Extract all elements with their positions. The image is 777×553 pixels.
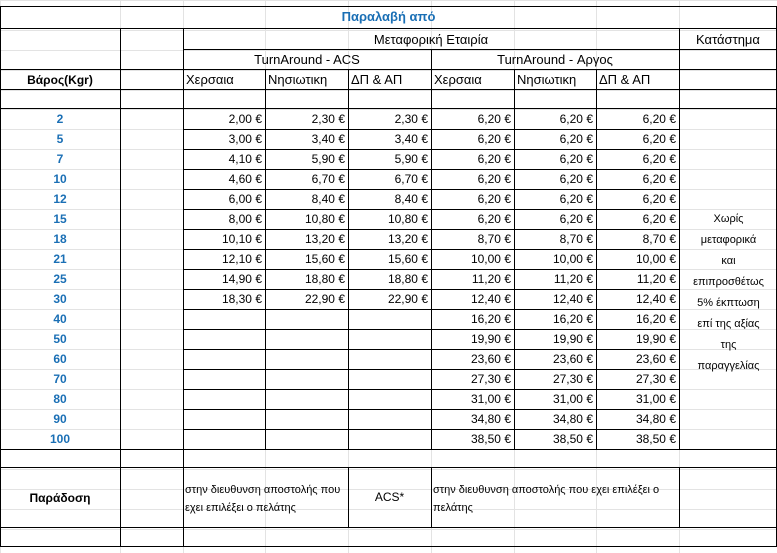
acs-price-cell[interactable]: 13,20 € bbox=[387, 232, 428, 246]
acs-island-header[interactable]: Νησιωτικη bbox=[268, 72, 328, 87]
argos-price-cell[interactable]: 6,20 € bbox=[642, 212, 676, 226]
argos-price-cell[interactable]: 12,40 € bbox=[470, 292, 511, 306]
store-note-line: μεταφορικά bbox=[700, 234, 757, 246]
argos-price-cell[interactable]: 10,00 € bbox=[470, 252, 511, 266]
group-acs-header[interactable]: TurnAround - ACS bbox=[254, 52, 360, 67]
argos-price-cell[interactable]: 6,20 € bbox=[559, 212, 593, 226]
acs-price-cell[interactable] bbox=[348, 409, 431, 429]
argos-land-header[interactable]: Χερσαια bbox=[434, 72, 482, 87]
acs-price-cell[interactable]: 3,40 € bbox=[311, 132, 345, 146]
weight-cell[interactable]: 15 bbox=[53, 212, 67, 226]
acs-price-cell[interactable] bbox=[265, 409, 348, 429]
acs-price-cell[interactable]: 3,00 € bbox=[228, 132, 262, 146]
argos-price-cell[interactable]: 23,60 € bbox=[635, 352, 676, 366]
argos-price-cell[interactable]: 6,20 € bbox=[642, 172, 676, 186]
argos-price-cell[interactable]: 6,20 € bbox=[477, 132, 511, 146]
argos-price-cell[interactable]: 19,90 € bbox=[635, 332, 676, 346]
weight-cell[interactable]: 40 bbox=[53, 312, 67, 326]
acs-price-cell[interactable]: 22,90 € bbox=[387, 292, 428, 306]
sheet-title[interactable]: Παραλαβή από bbox=[341, 9, 436, 24]
weight-cell[interactable]: 10 bbox=[53, 172, 67, 186]
weight-cell[interactable]: 18 bbox=[53, 232, 67, 246]
acs-price-cell[interactable] bbox=[348, 429, 431, 449]
acs-price-cell[interactable] bbox=[265, 369, 348, 389]
argos-price-cell[interactable]: 6,20 € bbox=[477, 112, 511, 126]
acs-price-cell[interactable] bbox=[183, 409, 265, 429]
acs-price-cell[interactable] bbox=[183, 369, 265, 389]
acs-price-cell[interactable] bbox=[265, 389, 348, 409]
store-note-line: 5% έκπτωση bbox=[697, 297, 760, 309]
argos-price-cell[interactable]: 11,20 € bbox=[553, 272, 593, 286]
acs-price-cell[interactable] bbox=[348, 389, 431, 409]
acs-price-cell[interactable] bbox=[265, 429, 348, 449]
argos-price-cell[interactable]: 38,50 € bbox=[552, 432, 593, 446]
acs-price-cell[interactable]: 8,40 € bbox=[311, 192, 345, 206]
argos-price-cell[interactable]: 34,80 € bbox=[552, 412, 593, 426]
acs-price-cell[interactable]: 15,60 € bbox=[387, 252, 428, 266]
acs-price-cell[interactable] bbox=[183, 329, 265, 349]
group-argos-header[interactable]: TurnAround - Αργος bbox=[497, 52, 613, 67]
argos-island-header[interactable]: Νησιωτικη bbox=[517, 72, 577, 87]
argos-price-cell[interactable]: 10,00 € bbox=[552, 252, 593, 266]
argos-price-cell[interactable]: 6,20 € bbox=[559, 172, 593, 186]
weight-cell[interactable]: 2 bbox=[56, 112, 64, 126]
weight-cell[interactable]: 12 bbox=[53, 192, 67, 206]
weight-cell[interactable]: 50 bbox=[53, 332, 67, 346]
acs-price-cell[interactable] bbox=[183, 389, 265, 409]
weight-cell[interactable]: 60 bbox=[53, 352, 67, 366]
argos-price-cell[interactable]: 6,20 € bbox=[642, 192, 676, 206]
argos-price-cell[interactable]: 6,20 € bbox=[559, 152, 593, 166]
acs-price-cell[interactable]: 22,90 € bbox=[304, 292, 345, 306]
acs-dpap-header[interactable]: ΔΠ & ΑΠ bbox=[351, 72, 403, 87]
weight-cell[interactable]: 25 bbox=[53, 272, 67, 286]
argos-price-cell[interactable]: 38,50 € bbox=[470, 432, 511, 446]
argos-price-cell[interactable]: 27,30 € bbox=[470, 372, 511, 386]
store-note[interactable] bbox=[680, 209, 777, 377]
acs-price-cell[interactable] bbox=[348, 309, 431, 329]
argos-price-cell[interactable]: 8,70 € bbox=[477, 232, 511, 246]
acs-price-cell[interactable]: 6,70 € bbox=[311, 172, 345, 186]
acs-price-cell[interactable] bbox=[183, 349, 265, 369]
argos-price-cell[interactable]: 27,30 € bbox=[635, 372, 676, 386]
acs-price-cell[interactable]: 15,60 € bbox=[304, 252, 345, 266]
acs-price-cell[interactable] bbox=[265, 309, 348, 329]
store-note-line: και bbox=[721, 255, 736, 267]
argos-price-cell[interactable]: 6,20 € bbox=[477, 172, 511, 186]
weight-cell[interactable]: 30 bbox=[53, 292, 67, 306]
weight-cell[interactable]: 5 bbox=[56, 132, 64, 146]
acs-price-cell[interactable]: 18,80 € bbox=[304, 272, 345, 286]
acs-price-cell[interactable]: 4,60 € bbox=[228, 172, 262, 186]
argos-price-cell[interactable]: 23,60 € bbox=[552, 352, 593, 366]
acs-price-cell[interactable]: 2,30 € bbox=[394, 112, 428, 126]
argos-price-cell[interactable]: 27,30 € bbox=[552, 372, 593, 386]
argos-price-cell[interactable]: 12,40 € bbox=[552, 292, 593, 306]
weight-cell[interactable]: 70 bbox=[53, 372, 67, 386]
acs-price-cell[interactable]: 8,00 € bbox=[228, 212, 262, 226]
argos-price-cell[interactable]: 6,20 € bbox=[642, 152, 676, 166]
weight-cell[interactable]: 90 bbox=[53, 412, 67, 426]
argos-price-cell[interactable]: 8,70 € bbox=[559, 232, 593, 246]
delivery-acs-text[interactable]: στην διευθυνση αποστολής που εχει επιλέξει ο πελάτης bbox=[185, 484, 341, 514]
argos-price-cell[interactable]: 34,80 € bbox=[635, 412, 676, 426]
acs-price-cell[interactable] bbox=[183, 309, 265, 329]
acs-price-cell[interactable]: 12,10 € bbox=[221, 252, 262, 266]
argos-price-cell[interactable]: 31,00 € bbox=[635, 392, 676, 406]
acs-price-cell[interactable]: 2,00 € bbox=[228, 112, 262, 126]
acs-price-cell[interactable]: 18,30 € bbox=[221, 292, 262, 306]
weight-cell[interactable]: 100 bbox=[49, 432, 71, 446]
acs-price-cell[interactable]: 10,80 € bbox=[387, 212, 428, 226]
argos-price-cell[interactable]: 16,20 € bbox=[470, 312, 511, 326]
argos-price-cell[interactable]: 16,20 € bbox=[552, 312, 593, 326]
argos-price-cell[interactable]: 8,70 € bbox=[642, 232, 676, 246]
acs-price-cell[interactable]: 10,80 € bbox=[304, 212, 345, 226]
store-note-line: παραγγελίας bbox=[697, 360, 760, 372]
acs-price-cell[interactable] bbox=[348, 329, 431, 349]
acs-price-cell[interactable]: 3,40 € bbox=[394, 132, 428, 146]
acs-price-cell[interactable]: 2,30 € bbox=[311, 112, 345, 126]
acs-price-cell[interactable]: 6,70 € bbox=[394, 172, 428, 186]
store-header[interactable]: Κατάστημα bbox=[696, 32, 760, 47]
argos-price-cell[interactable]: 6,20 € bbox=[477, 152, 511, 166]
argos-price-cell[interactable]: 19,90 € bbox=[552, 332, 593, 346]
acs-land-header[interactable]: Χερσαια bbox=[186, 72, 234, 87]
acs-price-cell[interactable]: 5,90 € bbox=[394, 152, 428, 166]
argos-price-cell[interactable]: 31,00 € bbox=[470, 392, 511, 406]
argos-price-cell[interactable]: 11,20 € bbox=[636, 272, 676, 286]
argos-price-cell[interactable]: 34,80 € bbox=[470, 412, 511, 426]
delivery-argos-text[interactable]: στην διευθυνση αποστολής που εχει επιλέξει ο πελάτης bbox=[433, 484, 660, 514]
acs-price-cell[interactable]: 14,90 € bbox=[221, 272, 262, 286]
argos-price-cell[interactable]: 23,60 € bbox=[470, 352, 511, 366]
argos-price-cell[interactable]: 6,20 € bbox=[642, 112, 676, 126]
acs-price-cell[interactable]: 18,80 € bbox=[387, 272, 428, 286]
argos-dpap-header[interactable]: ΔΠ & ΑΠ bbox=[599, 72, 651, 87]
argos-price-cell[interactable]: 16,20 € bbox=[635, 312, 676, 326]
store-note-line: Χωρίς bbox=[713, 213, 744, 225]
argos-price-cell[interactable]: 6,20 € bbox=[477, 212, 511, 226]
acs-price-cell[interactable]: 8,40 € bbox=[394, 192, 428, 206]
acs-price-cell[interactable] bbox=[183, 429, 265, 449]
acs-price-cell[interactable] bbox=[348, 369, 431, 389]
argos-price-cell[interactable]: 6,20 € bbox=[559, 192, 593, 206]
argos-price-cell[interactable]: 19,90 € bbox=[470, 332, 511, 346]
store-note-line: επί της αξίας bbox=[697, 318, 760, 330]
acs-price-cell[interactable]: 6,00 € bbox=[228, 192, 262, 206]
acs-price-cell[interactable] bbox=[265, 329, 348, 349]
weight-header[interactable]: Βάρος(Kgr) bbox=[27, 73, 93, 87]
acs-price-cell[interactable]: 5,90 € bbox=[311, 152, 345, 166]
acs-price-cell[interactable]: 4,10 € bbox=[228, 152, 262, 166]
delivery-acs-mark[interactable]: ACS* bbox=[374, 490, 405, 504]
argos-price-cell[interactable]: 6,20 € bbox=[477, 192, 511, 206]
weight-cell[interactable]: 80 bbox=[53, 392, 67, 406]
acs-price-cell[interactable]: 10,10 € bbox=[221, 232, 262, 246]
argos-price-cell[interactable]: 12,40 € bbox=[635, 292, 676, 306]
acs-price-cell[interactable] bbox=[348, 349, 431, 369]
argos-price-cell[interactable]: 6,20 € bbox=[559, 112, 593, 126]
weight-cell[interactable]: 21 bbox=[53, 252, 67, 266]
weight-cell[interactable]: 7 bbox=[56, 152, 64, 166]
store-note-line: της bbox=[720, 339, 737, 351]
argos-price-cell[interactable]: 10,00 € bbox=[635, 252, 676, 266]
argos-price-cell[interactable]: 31,00 € bbox=[552, 392, 593, 406]
acs-price-cell[interactable]: 13,20 € bbox=[304, 232, 345, 246]
argos-price-cell[interactable]: 38,50 € bbox=[635, 432, 676, 446]
argos-price-cell[interactable]: 6,20 € bbox=[559, 132, 593, 146]
argos-price-cell[interactable]: 11,20 € bbox=[471, 272, 511, 286]
acs-price-cell[interactable] bbox=[265, 349, 348, 369]
delivery-label[interactable]: Παράδοση bbox=[29, 491, 91, 505]
store-note-line: επιπροσθέτως bbox=[693, 276, 764, 288]
carrier-header[interactable]: Μεταφορική Εταιρία bbox=[373, 32, 489, 47]
argos-price-cell[interactable]: 6,20 € bbox=[642, 132, 676, 146]
